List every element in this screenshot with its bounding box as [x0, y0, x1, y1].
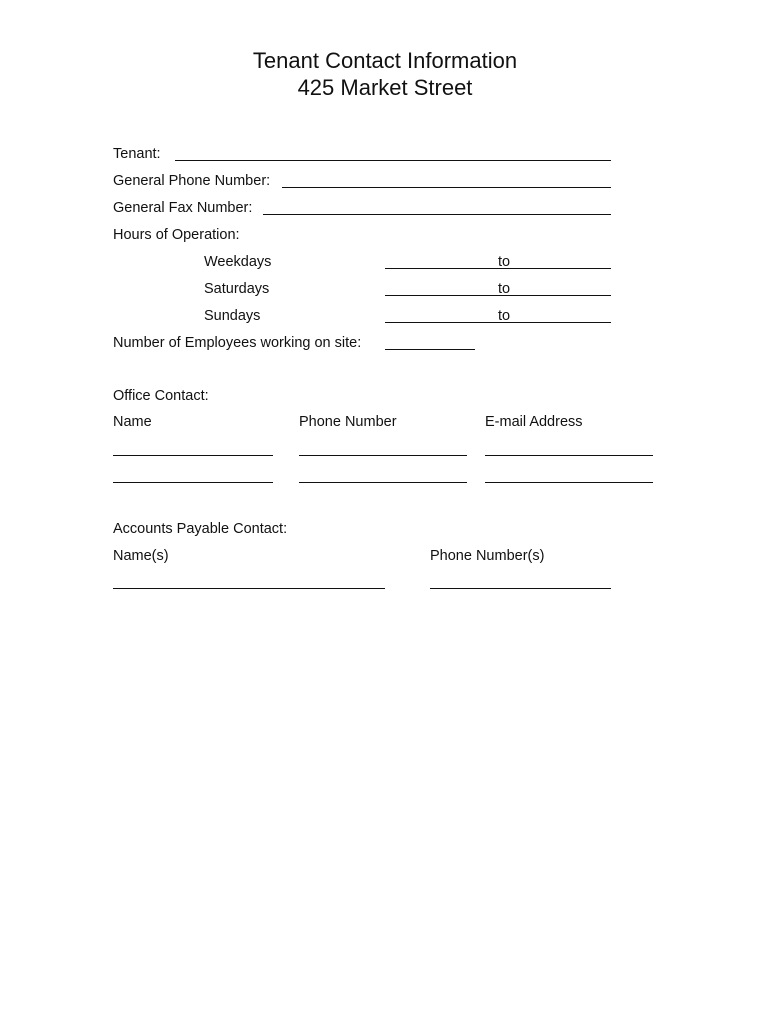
office-name-column-header: Name: [113, 414, 152, 430]
hours-day-label: Weekdays: [204, 254, 272, 270]
office-phone-field-2[interactable]: [299, 482, 467, 483]
employees-field[interactable]: [385, 349, 475, 350]
office-name-field-2[interactable]: [113, 482, 273, 483]
hours-to-label: to: [498, 254, 511, 270]
office-contact-heading: Office Contact:: [113, 388, 209, 404]
hours-to-label: to: [498, 308, 511, 324]
page-subtitle: 425 Market Street: [297, 75, 473, 100]
ap-names-field[interactable]: [113, 588, 385, 589]
office-email-field-1[interactable]: [485, 455, 653, 456]
ap-phone-field[interactable]: [430, 588, 611, 589]
general-fax-label: General Fax Number:: [113, 200, 253, 216]
ap-phone-column-header: Phone Number(s): [430, 548, 545, 564]
page-title: Tenant Contact Information: [252, 48, 518, 73]
tenant-field[interactable]: [175, 160, 611, 161]
general-phone-field[interactable]: [282, 187, 611, 188]
office-email-field-2[interactable]: [485, 482, 653, 483]
hours-to-label: to: [498, 281, 511, 297]
hours-day-label: Sundays: [204, 308, 261, 324]
hours-label: Hours of Operation:: [113, 227, 240, 243]
hours-day-label: Saturdays: [204, 281, 270, 297]
employees-label: Number of Employees working on site:: [113, 335, 362, 351]
accounts-payable-heading: Accounts Payable Contact:: [113, 521, 288, 537]
office-email-column-header: E-mail Address: [485, 414, 583, 430]
general-phone-label: General Phone Number:: [113, 173, 271, 189]
general-fax-field[interactable]: [263, 214, 611, 215]
ap-names-column-header: Name(s): [113, 548, 169, 564]
office-phone-field-1[interactable]: [299, 455, 467, 456]
office-name-field-1[interactable]: [113, 455, 273, 456]
tenant-label: Tenant:: [113, 146, 161, 162]
office-phone-column-header: Phone Number: [299, 414, 397, 430]
